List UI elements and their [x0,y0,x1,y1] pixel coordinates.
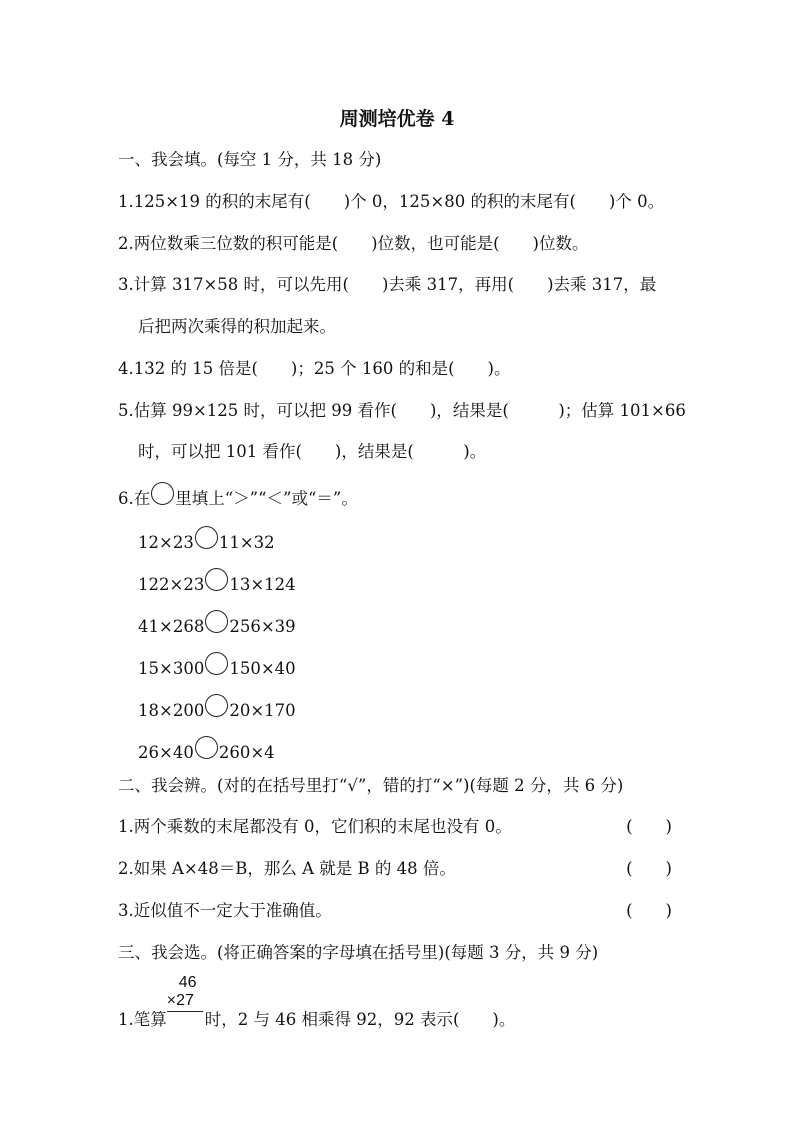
judge-item [118,857,456,881]
comparison-left: 26×40 [138,743,194,762]
answer-paren[interactable]: ( ) [626,859,672,878]
judge-item [118,899,332,923]
comparison-right: 260×4 [218,743,275,762]
judge-item-text: 1.两个乘数的末尾都没有 0，它们积的末尾也没有 0。 [118,817,512,836]
section1-heading: 一、我会填。(每空 1 分，共 18 分) [118,150,382,169]
comparison-right: 11×32 [218,533,275,552]
question-1-1: 1.125×19 的积的末尾有( )个 0，125×80 的积的末尾有( )个 0。 [118,192,665,211]
comparison-row [138,610,296,634]
multiplication-rule [167,1011,203,1012]
comparison-right: 13×124 [229,575,296,594]
comparison-row [138,568,296,592]
question-3-1-prefix: 1.笔算 [118,1010,167,1029]
question-1-6-prefix: 6.在 [118,489,151,508]
page-title: 周测培优卷 4 [339,108,455,130]
question-1-5-line2: 时，可以把 101 看作( )，结果是( )。 [138,442,487,461]
comparison-left: 12×23 [138,533,194,552]
answer-circle-icon[interactable] [205,610,228,633]
judge-item-text: 3.近似值不一定大于准确值。 [118,901,332,920]
comparison-right: 256×39 [229,617,296,636]
comparison-left: 122×23 [138,575,205,594]
judge-item [118,815,672,839]
answer-circle-icon [151,482,174,505]
question-1-6 [118,482,358,506]
comparison-right: 20×170 [229,701,296,720]
multiplicand: 46 [178,974,197,991]
answer-circle-icon[interactable] [205,652,228,675]
section3-heading: 三、我会选。(将正确答案的字母填在括号里)(每题 3 分，共 9 分) [118,943,599,962]
vertical-multiplication [166,974,203,1025]
question-1-2: 2.两位数乘三位数的积可能是( )位数，也可能是( )位数。 [118,234,589,253]
answer-paren[interactable]: ( ) [626,901,672,920]
answer-circle-icon[interactable] [205,568,228,591]
question-3-1 [118,974,516,1029]
question-1-3-line1: 3.计算 317×58 时，可以先用( )去乘 317，再用( )去乘 317，最 [118,275,657,294]
question-1-5-line1: 5.估算 99×125 时，可以把 99 看作( )，结果是( )；估算 101×66 [118,401,686,420]
question-3-1-suffix: 时，2 与 46 相乘得 92，92 表示( )。 [204,1010,516,1029]
comparison-left: 15×300 [138,659,205,678]
judge-item-text: 2.如果 A×48＝B，那么 A 就是 B 的 48 倍。 [118,859,456,878]
comparison-right: 150×40 [229,659,296,678]
comparison-row [138,694,296,718]
answer-circle-icon[interactable] [195,526,218,549]
question-1-6-suffix: 里填上“＞”“＜”或“＝”。 [175,489,358,508]
answer-paren[interactable]: ( ) [626,817,672,836]
section2-heading: 二、我会辨。(对的在括号里打“√”，错的打“×”)(每题 2 分，共 6 分) [118,776,624,795]
answer-circle-icon[interactable] [195,736,218,759]
multiplier: ×27 [166,992,194,1009]
answer-circle-icon[interactable] [205,694,228,717]
comparison-row [138,526,275,550]
comparison-row [138,652,296,676]
comparison-left: 18×200 [138,701,205,720]
comparison-left: 41×268 [138,617,205,636]
question-1-4: 4.132 的 15 倍是( )；25 个 160 的和是( )。 [118,359,511,378]
comparison-row [138,736,275,760]
question-1-3-line2: 后把两次乘得的积加起来。 [138,317,336,336]
